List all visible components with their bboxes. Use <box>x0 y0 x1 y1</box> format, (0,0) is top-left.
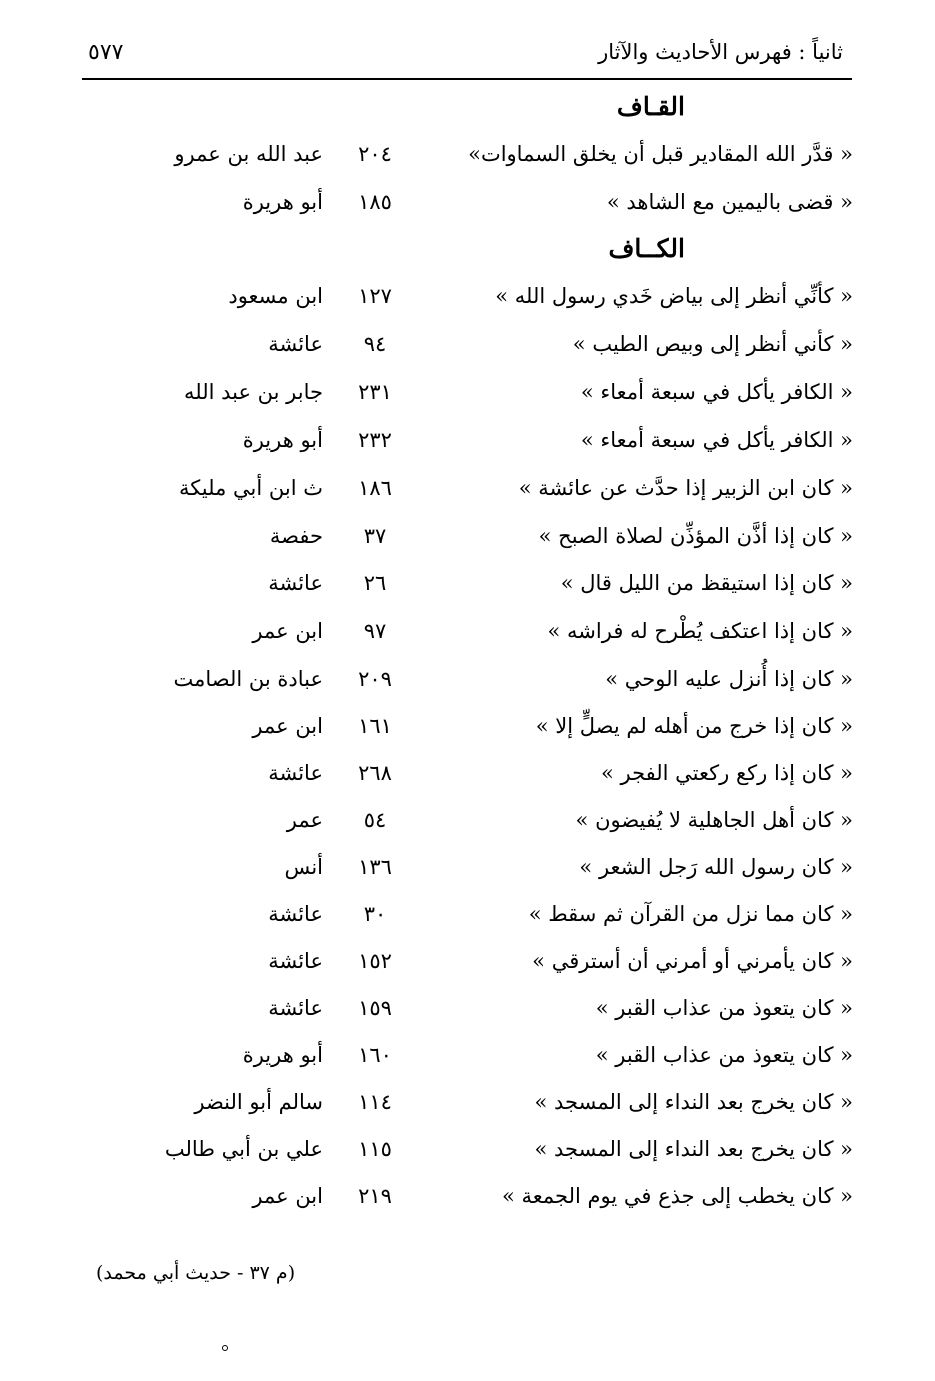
hadith-number: ٢٦٨ <box>358 761 392 785</box>
index-entry <box>0 667 935 707</box>
narrator: جابر بن عبد الله <box>183 380 323 404</box>
narrator: ابن عمر <box>252 1184 323 1208</box>
narrator: ث ابن أبي مليكة <box>178 476 323 500</box>
index-entry <box>0 190 935 230</box>
narrator: ابن عمر <box>252 714 323 738</box>
hadith-number: ١١٥ <box>358 1137 392 1161</box>
hadith-text: « كأني أنظر إلى وبيص الطيب » <box>572 332 853 356</box>
hadith-text: « كان أهل الجاهلية لا يُفيضون » <box>575 808 853 832</box>
narrator: حفصة <box>269 524 323 548</box>
narrator: أبو هريرة <box>242 1043 323 1067</box>
hadith-number: ٩٤ <box>363 332 387 356</box>
index-entry <box>0 714 935 754</box>
index-entry <box>0 380 935 420</box>
hadith-text: « كان يتعوذ من عذاب القبر » <box>595 1043 853 1067</box>
hadith-number: ٣٠ <box>363 902 387 926</box>
hadith-text: « كان إذا اعتكف يُطْرح له فراشه » <box>547 619 853 643</box>
hadith-text: « كان يخرج بعد النداء إلى المسجد » <box>534 1090 853 1114</box>
index-entry <box>0 808 935 848</box>
narrator: عائشة <box>268 571 323 595</box>
index-entry <box>0 571 935 611</box>
narrator: عمر <box>286 808 323 832</box>
narrator: ابن مسعود <box>228 284 323 308</box>
narrator: علي بن أبي طالب <box>164 1137 323 1161</box>
hadith-text: « كان ابن الزبير إذا حدَّث عن عائشة » <box>518 476 853 500</box>
index-entry <box>0 1043 935 1083</box>
hadith-text: « كان يخطب إلى جذع في يوم الجمعة » <box>502 1184 853 1208</box>
narrator: عائشة <box>268 949 323 973</box>
narrator: ابن عمر <box>252 619 323 643</box>
narrator: أنس <box>284 855 323 879</box>
index-entry <box>0 996 935 1036</box>
hadith-number: ٢٠٩ <box>358 667 392 691</box>
index-entry <box>0 949 935 989</box>
index-entry <box>0 284 935 324</box>
hadith-number: ١٦٠ <box>358 1043 392 1067</box>
narrator: عائشة <box>268 902 323 926</box>
index-entry <box>0 142 935 182</box>
index-entry <box>0 855 935 895</box>
hadith-number: ١٨٥ <box>358 190 392 214</box>
hadith-number: ٢٦ <box>363 571 387 595</box>
section-heading-kaf: الكــاف <box>608 234 685 263</box>
index-entry <box>0 619 935 659</box>
hadith-number: ١١٤ <box>358 1090 392 1114</box>
index-entry <box>0 1184 935 1224</box>
hadith-text: « كان إذا استيقظ من الليل قال » <box>560 571 853 595</box>
index-entry <box>0 1090 935 1130</box>
hadith-text: « قضى باليمين مع الشاهد » <box>606 190 853 214</box>
narrator: عائشة <box>268 332 323 356</box>
hadith-text: « الكافر يأكل في سبعة أمعاء » <box>580 380 853 404</box>
narrator: عبد الله بن عمرو <box>174 142 323 166</box>
index-entry <box>0 902 935 942</box>
hadith-number: ١٥٩ <box>358 996 392 1020</box>
hadith-number: ٢٣١ <box>358 380 392 404</box>
index-entry <box>0 476 935 516</box>
hadith-text: « كان يأمرني أو أمرني أن أسترقي » <box>532 949 853 973</box>
narrator: عبادة بن الصامت <box>173 667 323 691</box>
hadith-text: « كأنِّي أنظر إلى بياض خَدي رسول الله » <box>495 284 853 308</box>
hadith-number: ٢٠٤ <box>358 142 392 166</box>
index-entry <box>0 332 935 372</box>
hadith-number: ٩٧ <box>363 619 387 643</box>
hadith-number: ١٨٦ <box>358 476 392 500</box>
index-entry <box>0 1137 935 1177</box>
narrator: عائشة <box>268 761 323 785</box>
hadith-text: « كان إذا خرج من أهله لم يصلٍّ إلا » <box>535 714 853 738</box>
narrator: سالم أبو النضر <box>194 1090 323 1114</box>
hadith-text: « كان إذا أذَّن المؤذِّن لصلاة الصبح » <box>538 524 853 548</box>
page-number: ٥٧٧ <box>88 40 124 65</box>
narrator: أبو هريرة <box>242 428 323 452</box>
hadith-text: « كان يتعوذ من عذاب القبر » <box>595 996 853 1020</box>
hadith-number: ١٥٢ <box>358 949 392 973</box>
narrator: عائشة <box>268 996 323 1020</box>
hadith-number: ٢١٩ <box>358 1184 392 1208</box>
index-entry <box>0 761 935 801</box>
running-header-title: ثانياً : فهرس الأحاديث والآثار <box>598 40 843 64</box>
header-divider <box>82 78 852 80</box>
hadith-number: ١٣٦ <box>358 855 392 879</box>
hadith-text: « الكافر يأكل في سبعة أمعاء » <box>580 428 853 452</box>
hadith-number: ٣٧ <box>363 524 387 548</box>
narrator: أبو هريرة <box>242 190 323 214</box>
hadith-number: ١٦١ <box>358 714 392 738</box>
hadith-text: « كان رسول الله رَجل الشعر » <box>579 855 853 879</box>
footer-signature-note: (م ٣٧ - حديث أبي محمد) <box>96 1262 296 1284</box>
hadith-text: « قدَّر الله المقادير قبل أن يخلق السماوات» <box>468 142 853 166</box>
hadith-number: ١٢٧ <box>358 284 392 308</box>
hadith-text: « كان إذا أُنزل عليه الوحي » <box>605 667 853 691</box>
section-heading-qaf: القـاف <box>616 92 685 121</box>
hadith-text: « كان مما نزل من القرآن ثم سقط » <box>528 902 853 926</box>
hadith-text: « كان يخرج بعد النداء إلى المسجد » <box>534 1137 853 1161</box>
hadith-number: ٢٣٢ <box>358 428 392 452</box>
hadith-text: « كان إذا ركع ركعتي الفجر » <box>600 761 853 785</box>
index-entry <box>0 524 935 564</box>
hadith-number: ٥٤ <box>363 808 387 832</box>
scan-speck <box>222 1345 228 1351</box>
index-entry <box>0 428 935 468</box>
